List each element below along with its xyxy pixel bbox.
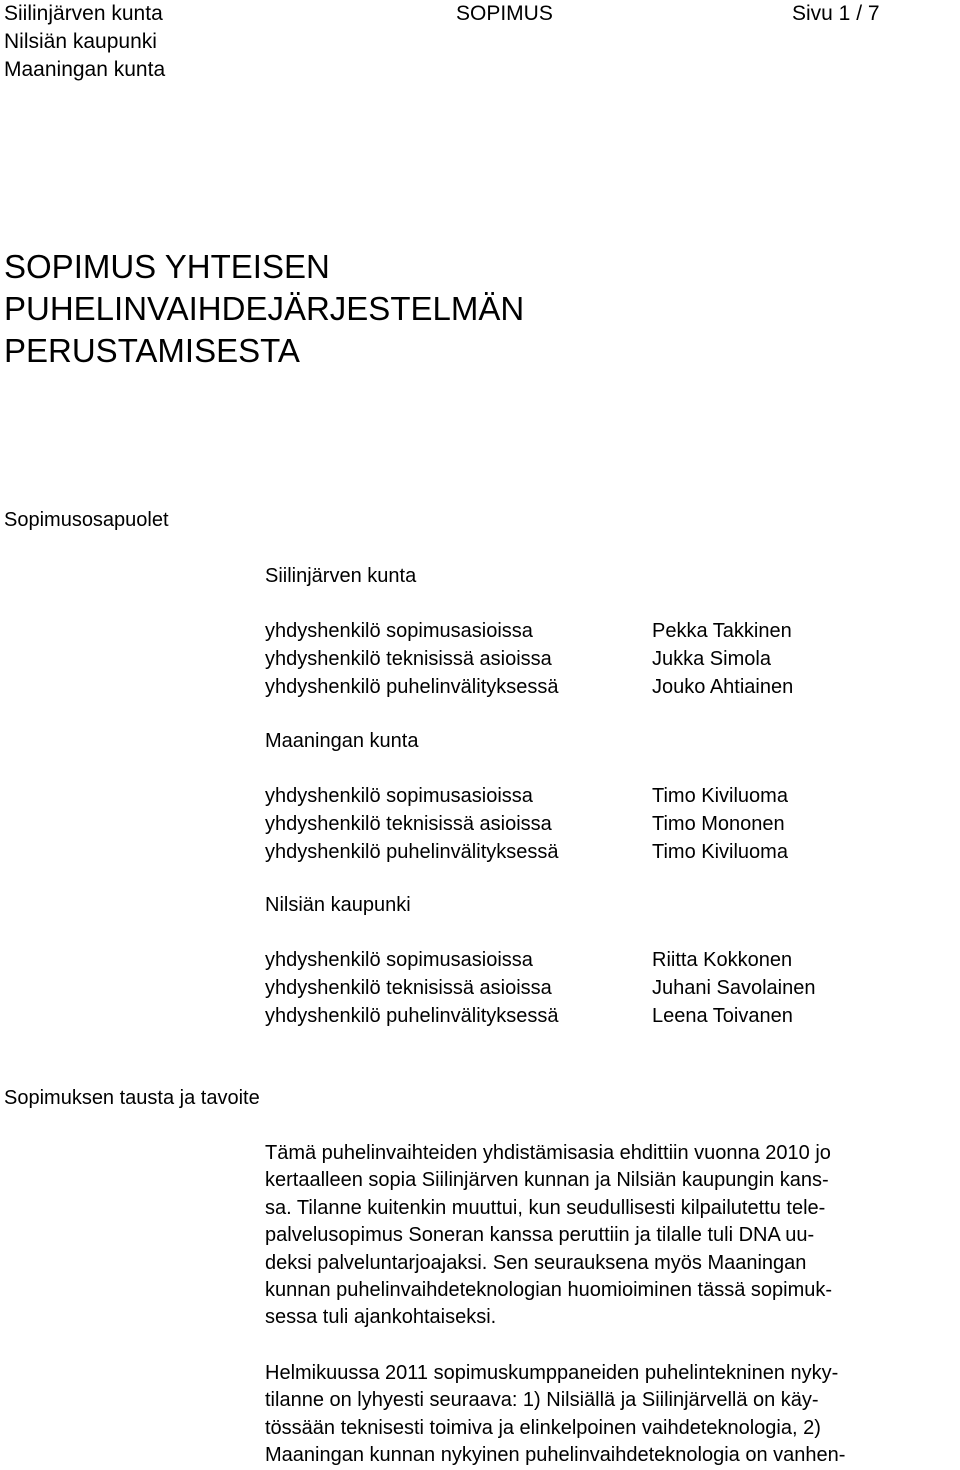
title-line: SOPIMUS YHTEISEN — [4, 248, 330, 285]
role-label: yhdyshenkilö puhelinvälityksessä — [265, 676, 559, 698]
paragraph-line: Maaningan kunnan nykyinen puhelinvaihdeteknologia on vanhen- — [265, 1444, 846, 1467]
paragraph-line: palvelusopimus Soneran kanssa peruttiin ja tilalle tuli DNA uu- — [265, 1224, 815, 1247]
header-page-number: Sivu 1 / 7 — [792, 2, 880, 25]
paragraph-line: kertaalleen sopia Siilinjärven kunnan ja Nilsiän kaupungin kans- — [265, 1169, 829, 1192]
org-name: Siilinjärven kunta — [265, 565, 417, 587]
header-municipality: Siilinjärven kunta — [4, 2, 163, 25]
role-label: yhdyshenkilö puhelinvälityksessä — [265, 1005, 559, 1027]
contact-name: Juhani Savolainen — [652, 977, 816, 999]
contact-name: Timo Kiviluoma — [652, 841, 788, 863]
contact-name: Timo Kiviluoma — [652, 785, 788, 807]
header-municipality: Nilsiän kaupunki — [4, 30, 157, 53]
paragraph-line: sa. Tilanne kuitenkin muuttui, kun seudullisesti kilpailutettu tele- — [265, 1196, 826, 1219]
header-municipality: Maaningan kunta — [4, 58, 166, 81]
paragraph-line: Tämä puhelinvaihteiden yhdistämisasia ehdittiin vuonna 2010 jo — [265, 1142, 831, 1164]
contact-name: Jukka Simola — [652, 648, 771, 670]
contact-name: Jouko Ahtiainen — [652, 676, 794, 698]
header-municipalities — [4, 0, 165, 84]
title-line: PUHELINVAIHDEJÄRJESTELMÄN — [4, 290, 525, 327]
paragraph-line: deksi palveluntarjoajaksi. Sen seurauksena myös Maaningan — [265, 1251, 807, 1274]
parties-heading: Sopimusosapuolet — [4, 509, 169, 531]
paragraph-line: Helmikuussa 2011 sopimuskumppaneiden puhelintekninen nyky- — [265, 1362, 839, 1384]
paragraph-line: kunnan puhelinvaihdeteknologian huomioiminen tässä sopimuk- — [265, 1279, 833, 1302]
contact-name: Leena Toivanen — [652, 1005, 793, 1027]
background-paragraph-2 — [265, 1360, 949, 1470]
role-label: yhdyshenkilö sopimusasioissa — [265, 949, 533, 971]
org-name: Nilsiän kaupunki — [265, 894, 411, 916]
org-roles — [265, 946, 559, 1030]
org-roles — [265, 617, 559, 701]
role-label: yhdyshenkilö puhelinvälityksessä — [265, 841, 559, 863]
contact-name: Timo Mononen — [652, 813, 785, 835]
title-line: PERUSTAMISESTA — [4, 332, 300, 369]
contact-name: Riitta Kokkonen — [652, 949, 793, 971]
org-name: Maaningan kunta — [265, 730, 419, 752]
paragraph-line: tössään teknisesti toimiva ja elinkelpoinen vaihdeteknologia, 2) — [265, 1416, 821, 1439]
contact-name: Pekka Takkinen — [652, 620, 792, 642]
header-doc-label: SOPIMUS — [456, 2, 553, 25]
role-label: yhdyshenkilö teknisissä asioissa — [265, 813, 552, 835]
background-heading: Sopimuksen tausta ja tavoite — [4, 1087, 260, 1109]
org-contacts — [652, 782, 788, 866]
paragraph-line: sessa tuli ajankohtaiseksi. — [265, 1306, 497, 1329]
background-paragraph-1 — [265, 1140, 949, 1332]
role-label: yhdyshenkilö sopimusasioissa — [265, 620, 533, 642]
document-title — [4, 246, 524, 372]
org-roles — [265, 782, 559, 866]
role-label: yhdyshenkilö teknisissä asioissa — [265, 977, 552, 999]
role-label: yhdyshenkilö teknisissä asioissa — [265, 648, 552, 670]
role-label: yhdyshenkilö sopimusasioissa — [265, 785, 533, 807]
paragraph-line: tilanne on lyhyesti seuraava: 1) Nilsiällä ja Siilinjärvellä on käy- — [265, 1389, 819, 1412]
org-contacts — [652, 617, 793, 701]
org-contacts — [652, 946, 815, 1030]
